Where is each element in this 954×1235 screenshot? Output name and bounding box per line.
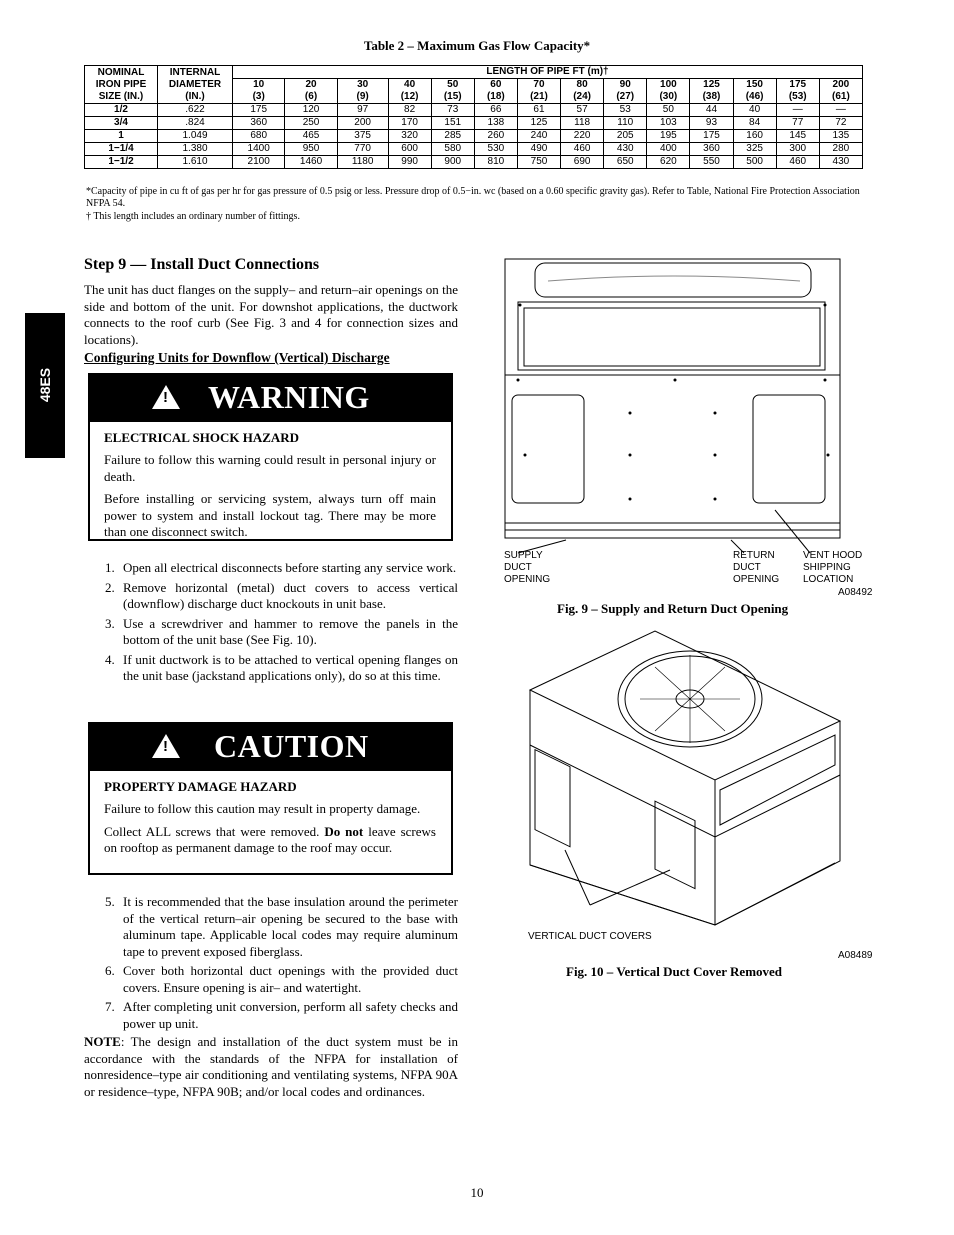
header-length-5: 60 (18) [474,79,517,104]
cell-value: 175 [233,104,285,117]
step-item: 2. Remove horizontal (metal) duct covers to access vertical (downflow) discharge duct knockouts in unit base. [105,579,458,611]
cell-value: 950 [285,143,337,156]
cell-value: 430 [819,156,862,169]
cell-size: 1 [85,130,158,143]
gas-flow-table [84,65,863,169]
cell-size: 1−1/4 [85,143,158,156]
header-length-1: 20 (6) [285,79,337,104]
cell-value: 205 [604,130,647,143]
cell-diameter: 1.049 [158,130,233,143]
cell-value: 320 [388,130,431,143]
cell-value: 135 [819,130,862,143]
warning-text-2: Before installing or servicing system, always turn off main power to system and install lockout tag. There may be more than one disconnect switch. [104,491,436,539]
cell-value: 375 [337,130,388,143]
cell-value: 490 [517,143,560,156]
cell-value: 280 [819,143,862,156]
step-item: 1. Open all electrical disconnects before starting any service work. [105,560,457,575]
page-number: 10 [470,1185,484,1200]
fig10-code: A08489 [838,950,873,961]
header-length-11: 150 (46) [733,79,776,104]
caution-hazard: PROPERTY DAMAGE HAZARD [104,779,297,794]
fig9-code: A08492 [838,587,873,598]
cell-value: 620 [647,156,690,169]
cell-value: 360 [233,117,285,130]
cell-value: 66 [474,104,517,117]
header-length-9: 100 (30) [647,79,690,104]
config-heading: Configuring Units for Downflow (Vertical) Discharge [84,350,390,365]
cell-value: 120 [285,104,337,117]
header-length-7: 80 (24) [561,79,604,104]
cell-value: 990 [388,156,431,169]
cell-diameter: 1.380 [158,143,233,156]
cell-value: 118 [561,117,604,130]
step-item: 7. After completing unit conversion, perform all safety checks and power up unit. [105,999,458,1031]
cell-value: 580 [431,143,474,156]
caution-icon: ! [152,734,180,758]
cell-value: 465 [285,130,337,143]
cell-value: 97 [337,104,388,117]
header-length-8: 90 (27) [604,79,647,104]
note-paragraph: NOTE: The design and installation of the duct system must be in accordance with the standards of the NFPA for installation of nonresidence–type air conditioning and ventilating systems, NFPA 90A or residence–type, NFPA 90B; and/or local codes and ordinances. [84,1034,458,1099]
cell-value: 690 [561,156,604,169]
warning-icon: ! [152,385,180,409]
header-length-10: 125 (38) [690,79,733,104]
cell-value: 73 [431,104,474,117]
cell-value: 82 [388,104,431,117]
cell-value: 160 [733,130,776,143]
table-notes [86,186,866,223]
table-note-fittings: † This length includes an ordinary number of fittings. [86,211,300,222]
cell-value: 84 [733,117,776,130]
cell-value: 1460 [285,156,337,169]
caution-text-2: Collect ALL screws that were removed. Do not leave screws on rooftop as permanent damage to the roof may occur. [104,823,436,855]
fig9-label-vent: VENT HOOD SHIPPING LOCATION [803,550,863,585]
cell-value: 360 [690,143,733,156]
cell-value: 61 [517,104,560,117]
warning-title: WARNING [208,379,370,415]
fig9-caption: Fig. 9 – Supply and Return Duct Opening [557,601,789,616]
table-row [85,143,863,156]
warning-box [88,373,453,541]
step-item: 6. Cover both horizontal duct openings with the provided duct covers. Ensure opening is air– and watertight. [105,963,458,995]
cell-value: 57 [561,104,604,117]
warning-text-1: Failure to follow this warning could result in personal injury or death. [104,452,436,484]
step-intro: The unit has duct flanges on the supply– and return–air openings on the side and bottom of the unit. For downshot applications, the ductwork connects to the roof curb (See Fig. 3 and 4 for connection sizes and locations). [84,282,458,347]
cell-value: 500 [733,156,776,169]
cell-value: 900 [431,156,474,169]
cell-value: 810 [474,156,517,169]
cell-value: 650 [604,156,647,169]
side-tab-label: 48ES [37,367,53,403]
cell-value: 151 [431,117,474,130]
cell-size: 1/2 [85,104,158,117]
cell-value: 77 [776,117,819,130]
cell-size: 3/4 [85,117,158,130]
cell-value: 145 [776,130,819,143]
header-length: LENGTH OF PIPE FT (m)† [233,66,863,79]
cell-value: 170 [388,117,431,130]
header-length-4: 50 (15) [431,79,474,104]
cell-value: 195 [647,130,690,143]
cell-diameter: .824 [158,117,233,130]
fig9-label-supply: SUPPLY DUCT OPENING [504,550,551,585]
cell-value: 260 [474,130,517,143]
cell-value: 93 [690,117,733,130]
cell-value: 44 [690,104,733,117]
cell-value: 550 [690,156,733,169]
cell-value: 460 [776,156,819,169]
step-item: 4. If unit ductwork is to be attached to vertical opening flanges on the unit base (jackstand applications only), do so at this time. [105,651,458,683]
steps-list-b [105,894,458,1035]
header-length-3: 40 (12) [388,79,431,104]
warning-hazard: ELECTRICAL SHOCK HAZARD [104,430,300,445]
side-tab [25,313,65,458]
cell-value: 285 [431,130,474,143]
cell-size: 1−1/2 [85,156,158,169]
cell-value: 50 [647,104,690,117]
header-length-13: 200 (61) [819,79,862,104]
cell-value: 250 [285,117,337,130]
warning-header [90,375,451,422]
cell-value: 110 [604,117,647,130]
fig10-label-covers: VERTICAL DUCT COVERS [528,931,652,942]
caution-title: CAUTION [214,728,369,764]
caution-box [88,722,453,875]
cell-value: — [776,104,819,117]
caution-text-1: Failure to follow this caution may result in property damage. [104,801,421,816]
cell-value: 53 [604,104,647,117]
cell-value: 175 [690,130,733,143]
cell-value: 2100 [233,156,285,169]
cell-value: 460 [561,143,604,156]
step-item: 5. It is recommended that the base insulation around the perimeter of the vertical return–air opening be secured to the base with aluminum tape. Applicable local codes may require aluminum tape to prevent exposed fiberglass. [105,894,458,959]
cell-value: 138 [474,117,517,130]
table-row [85,130,863,143]
cell-diameter: .622 [158,104,233,117]
table-row [85,156,863,169]
cell-value: 240 [517,130,560,143]
table-title: Table 2 – Maximum Gas Flow Capacity* [363,38,591,53]
steps-list-a [105,560,458,688]
cell-value: 72 [819,117,862,130]
header-nominal: NOMINAL IRON PIPE SIZE (IN.) [85,66,158,104]
cell-value: 40 [733,104,776,117]
fig10-caption: Fig. 10 – Vertical Duct Cover Removed [566,964,783,979]
header-length-2: 30 (9) [337,79,388,104]
cell-value: — [819,104,862,117]
cell-value: 530 [474,143,517,156]
cell-value: 103 [647,117,690,130]
cell-value: 680 [233,130,285,143]
header-length-6: 70 (21) [517,79,560,104]
cell-diameter: 1.610 [158,156,233,169]
cell-value: 1400 [233,143,285,156]
fig10-drawing [505,625,850,937]
table-note-capacity: *Capacity of pipe in cu ft of gas per hr for gas pressure of 0.5 psig or less. Pressure drop of 0.5−in. wc (based on a 0.60 specific gravity gas). Refer to Table, National Fire Protection Association NFPA 54. [86,186,860,209]
cell-value: 600 [388,143,431,156]
cell-value: 750 [517,156,560,169]
header-internal: INTERNAL DIAMETER (IN.) [158,66,233,104]
cell-value: 770 [337,143,388,156]
step-heading: Step 9 — Install Duct Connections [84,256,320,273]
cell-value: 300 [776,143,819,156]
cell-value: 400 [647,143,690,156]
cell-value: 125 [517,117,560,130]
step-item: 3. Use a screwdriver and hammer to remove the panels in the bottom of the unit base (See Fig. 10). [105,615,458,647]
caution-header [90,724,451,771]
cell-value: 200 [337,117,388,130]
table-row [85,104,863,117]
cell-value: 430 [604,143,647,156]
header-length-0: 10 (3) [233,79,285,104]
cell-value: 1180 [337,156,388,169]
fig9-label-return: RETURN DUCT OPENING [733,550,780,585]
fig9-drawing [500,255,850,555]
cell-value: 220 [561,130,604,143]
cell-value: 325 [733,143,776,156]
table-row [85,117,863,130]
header-length-12: 175 (53) [776,79,819,104]
